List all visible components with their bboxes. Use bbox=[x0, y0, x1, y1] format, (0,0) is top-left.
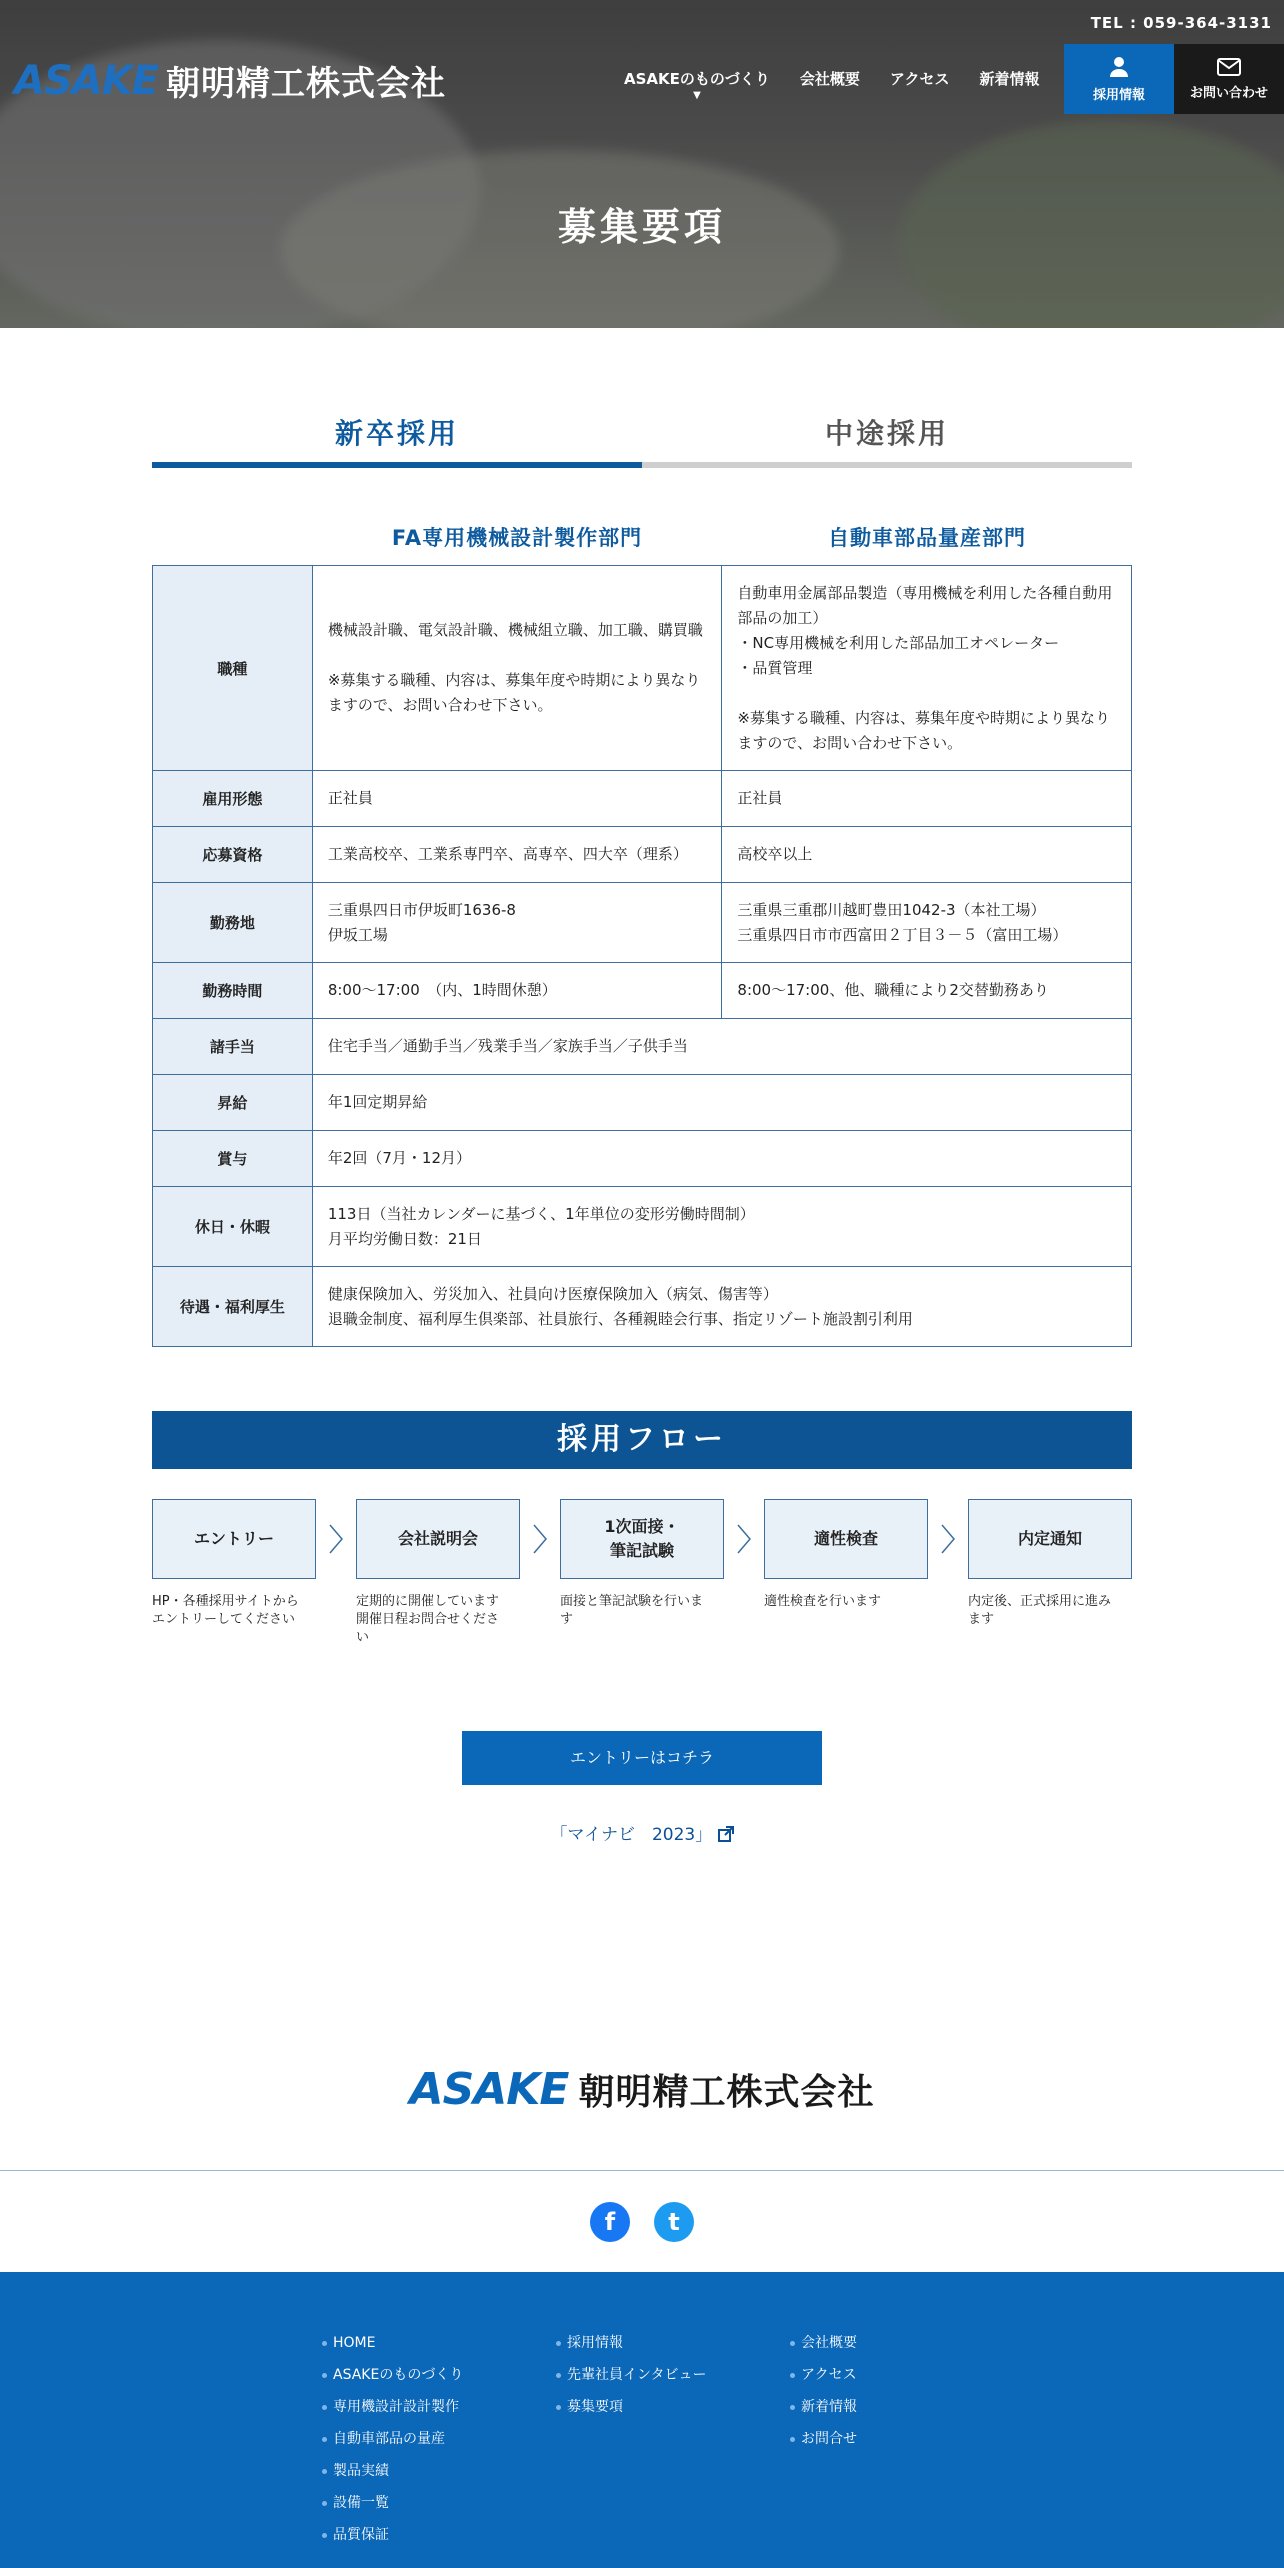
caret-down-icon: ▼ bbox=[693, 90, 701, 101]
bullet-icon bbox=[322, 2469, 327, 2474]
cell-line: 正社員 bbox=[327, 789, 373, 807]
footer-link-label: HOME bbox=[333, 2335, 376, 2351]
table-cell bbox=[312, 566, 722, 771]
table-cell bbox=[722, 883, 1132, 963]
nav-label: ASAKEのものづくり bbox=[624, 70, 770, 88]
row-label: 雇用形態 bbox=[153, 771, 313, 827]
header-tel[interactable]: TEL : 059-364-3131 bbox=[1090, 14, 1272, 32]
cell-line: 三重県四日市伊坂町1636-8 bbox=[327, 900, 516, 919]
mail-icon bbox=[1217, 58, 1241, 76]
bullet-icon bbox=[322, 2437, 327, 2442]
table-row bbox=[153, 883, 1132, 963]
main-nav bbox=[624, 68, 1040, 101]
row-label: 応募資格 bbox=[153, 827, 313, 883]
cell-line: 伊坂工場 bbox=[327, 925, 388, 944]
bullet-icon bbox=[556, 2373, 561, 2378]
bullet-icon bbox=[556, 2405, 561, 2410]
hero-banner bbox=[0, 0, 1284, 328]
facebook-icon[interactable]: f bbox=[590, 2202, 630, 2242]
cell-line: ・NC専用機械を利用した部品加工オペレーター bbox=[737, 633, 1060, 652]
social-links bbox=[590, 2202, 694, 2242]
table-row bbox=[153, 771, 1132, 827]
footer-link-label: 募集要項 bbox=[567, 2399, 623, 2415]
flow-step bbox=[560, 1499, 724, 1629]
table-row bbox=[153, 566, 1132, 771]
page-title: 募集要項 bbox=[557, 205, 726, 249]
chevron-right-icon bbox=[532, 1521, 548, 1557]
footer-link[interactable] bbox=[322, 2366, 463, 2398]
mynavi-label: 「マイナビ 2023」 bbox=[550, 1825, 713, 1845]
footer-link-label: お問合せ bbox=[801, 2431, 857, 2447]
flow-title: 採用フロー bbox=[152, 1411, 1132, 1469]
flow-step-desc: 適性検査を行います bbox=[764, 1594, 882, 1609]
table-cell bbox=[312, 1267, 1131, 1347]
footer-link[interactable] bbox=[322, 2526, 463, 2558]
flow-step bbox=[152, 1499, 316, 1629]
chevron-right-icon bbox=[940, 1521, 956, 1557]
row-label: 諸手当 bbox=[153, 1019, 313, 1075]
flow-step-name: 1次面接・ 筆記試験 bbox=[560, 1499, 724, 1579]
footer-link-label: 専用機設計設計製作 bbox=[333, 2399, 459, 2415]
flow-step-desc: 面接と筆記試験を行いま す bbox=[560, 1594, 704, 1627]
table-cell bbox=[312, 963, 722, 1019]
table-row bbox=[153, 1075, 1132, 1131]
cell-line: 三重県四日市市西富田２丁目３－５（富田工場） bbox=[737, 925, 1068, 944]
cell-line: 工業高校卒、工業系専門卒、高専卒、四大卒（理系） bbox=[327, 845, 688, 863]
table-cell bbox=[312, 1187, 1131, 1267]
twitter-icon[interactable]: t bbox=[654, 2202, 694, 2242]
table-row bbox=[153, 1267, 1132, 1347]
table-cell bbox=[722, 771, 1132, 827]
cell-line: 住宅手当／通勤手当／残業手当／家族手当／子供手当 bbox=[327, 1037, 688, 1055]
cell-line: 自動車用金属部品製造（専用機械を利用した各種自動用部品の加工） bbox=[737, 583, 1113, 627]
footer-link[interactable] bbox=[556, 2366, 706, 2398]
nav-monozukuri[interactable] bbox=[624, 68, 770, 101]
table-cell bbox=[312, 883, 722, 963]
cell-line: 三重県三重郡川越町豊田1042-3（本社工場） bbox=[737, 900, 1046, 919]
cell-line: ※募集する職種、内容は、募集年度や時期により異なりますので、お問い合わせ下さい。 bbox=[327, 671, 701, 714]
logo-mark: ASAKE bbox=[14, 57, 159, 104]
cell-line bbox=[737, 681, 1116, 706]
table-row bbox=[153, 1131, 1132, 1187]
cell-line: 健康保険加入、労災加入、社員向け医療保険加入（病気、傷害等） bbox=[327, 1284, 778, 1303]
footer-col-3 bbox=[790, 2334, 857, 2462]
dept-heading-auto: 自動車部品量産部門 bbox=[828, 526, 1026, 550]
cell-line: 8:00〜17:00 （内、1時間休憩） bbox=[327, 981, 557, 999]
site-logo[interactable] bbox=[14, 56, 446, 105]
flow-step bbox=[356, 1499, 520, 1647]
cell-line: 高校卒以上 bbox=[737, 845, 813, 863]
tab-mid-career[interactable]: 中途採用 bbox=[642, 412, 1132, 468]
footer-link-label: 先輩社員インタビュー bbox=[567, 2367, 707, 2383]
cell-line: 月平均労働日数：21日 bbox=[327, 1229, 482, 1248]
row-label: 待遇・福利厚生 bbox=[153, 1267, 313, 1347]
cell-line: 退職金制度、福利厚生倶楽部、社員旅行、各種親睦会行事、指定リゾート施設割引利用 bbox=[327, 1309, 913, 1328]
table-row bbox=[153, 963, 1132, 1019]
table-cell bbox=[722, 566, 1132, 771]
footer-link-label: 採用情報 bbox=[567, 2335, 623, 2351]
row-label: 職種 bbox=[153, 566, 313, 771]
footer-link[interactable] bbox=[790, 2398, 857, 2430]
footer-link[interactable] bbox=[556, 2398, 706, 2430]
table-cell bbox=[312, 1131, 1131, 1187]
tab-new-grad[interactable]: 新卒採用 bbox=[152, 412, 642, 468]
cell-line: ※募集する職種、内容は、募集年度や時期により異なりますので、お問い合わせ下さい。 bbox=[737, 708, 1110, 752]
footer-link[interactable] bbox=[322, 2462, 463, 2494]
flow-step bbox=[764, 1499, 928, 1611]
footer-link[interactable] bbox=[322, 2430, 463, 2462]
footer-link[interactable] bbox=[790, 2334, 857, 2366]
row-label: 勤務地 bbox=[153, 883, 313, 963]
footer-col-1 bbox=[322, 2334, 463, 2558]
bullet-icon bbox=[322, 2341, 327, 2346]
table-cell bbox=[312, 827, 722, 883]
flow-step-name: 会社説明会 bbox=[356, 1499, 520, 1579]
footer-col-2 bbox=[556, 2334, 706, 2430]
table-cell bbox=[312, 1019, 1131, 1075]
table-cell bbox=[722, 963, 1132, 1019]
cell-line: 正社員 bbox=[737, 789, 783, 807]
table-cell bbox=[312, 1075, 1131, 1131]
contact-label: お問い合わせ bbox=[1189, 85, 1268, 101]
footer-link-label: 会社概要 bbox=[801, 2335, 857, 2351]
cell-line: 年1回定期昇給 bbox=[327, 1093, 428, 1111]
requirements-table bbox=[152, 565, 1132, 1347]
footer-logo-text: 朝明精工株式会社 bbox=[578, 2072, 875, 2113]
table-row bbox=[153, 1187, 1132, 1267]
cell-line: ・品質管理 bbox=[737, 658, 813, 677]
flow-step-desc: 内定後、正式採用に進み ます bbox=[968, 1594, 1112, 1627]
bullet-icon bbox=[790, 2341, 795, 2346]
footer-link[interactable] bbox=[556, 2334, 706, 2366]
recruit-label: 採用情報 bbox=[1092, 87, 1145, 103]
bullet-icon bbox=[790, 2405, 795, 2410]
bullet-icon bbox=[322, 2405, 327, 2410]
entry-button[interactable]: エントリーはコチラ bbox=[462, 1731, 822, 1785]
footer-link-label: ASAKEのものづくり bbox=[333, 2367, 464, 2383]
row-label: 休日・休暇 bbox=[153, 1187, 313, 1267]
footer-link[interactable] bbox=[322, 2398, 463, 2430]
footer-link-label: 自動車部品の量産 bbox=[333, 2431, 445, 2447]
table-row bbox=[153, 827, 1132, 883]
footer-link-label: 設備一覧 bbox=[333, 2495, 389, 2511]
cell-line bbox=[328, 643, 707, 668]
footer-link[interactable] bbox=[790, 2366, 857, 2398]
bullet-icon bbox=[556, 2341, 561, 2346]
row-label: 賞与 bbox=[153, 1131, 313, 1187]
person-icon bbox=[1108, 56, 1130, 78]
external-link-icon bbox=[718, 1826, 734, 1842]
footer-link-label: アクセス bbox=[801, 2367, 857, 2383]
chevron-right-icon bbox=[736, 1521, 752, 1557]
flow-step bbox=[968, 1499, 1132, 1629]
recruit-tabs bbox=[152, 412, 1132, 468]
cell-line: 8:00〜17:00、他、職種により2交替勤務あり bbox=[737, 981, 1049, 999]
chevron-right-icon bbox=[328, 1521, 344, 1557]
footer-link-label: 新着情報 bbox=[801, 2399, 857, 2415]
logo-text: 朝明精工株式会社 bbox=[166, 64, 447, 104]
flow-step-name: 内定通知 bbox=[968, 1499, 1132, 1579]
bullet-icon bbox=[790, 2437, 795, 2442]
nav-access[interactable]: アクセス bbox=[889, 70, 950, 88]
recruit-button[interactable] bbox=[1064, 44, 1174, 114]
cell-line: 機械設計職、電気設計職、機械組立職、加工職、購買職 bbox=[327, 621, 703, 639]
footer-logo[interactable] bbox=[0, 2064, 1284, 2115]
row-label: 勤務時間 bbox=[153, 963, 313, 1019]
footer-nav bbox=[0, 2272, 1284, 2568]
table-cell bbox=[722, 827, 1132, 883]
cell-line: 年2回（7月・12月） bbox=[327, 1149, 472, 1167]
table-cell bbox=[312, 771, 722, 827]
flow-step-name: 適性検査 bbox=[764, 1499, 928, 1579]
footer-link[interactable] bbox=[322, 2334, 463, 2366]
footer-link-label: 製品実績 bbox=[333, 2463, 389, 2479]
bullet-icon bbox=[790, 2373, 795, 2378]
bullet-icon bbox=[322, 2533, 327, 2538]
footer-link[interactable] bbox=[322, 2494, 463, 2526]
footer-link[interactable] bbox=[790, 2430, 857, 2462]
bullet-icon bbox=[322, 2373, 327, 2378]
bullet-icon bbox=[322, 2501, 327, 2506]
footer-logo-mark: ASAKE bbox=[409, 2064, 569, 2115]
contact-button[interactable] bbox=[1174, 44, 1284, 114]
flow-step-name: エントリー bbox=[152, 1499, 316, 1579]
footer-link-label: 品質保証 bbox=[333, 2527, 389, 2543]
nav-company[interactable]: 会社概要 bbox=[799, 70, 860, 88]
cell-line: 113日（当社カレンダーに基づく、1年単位の変形労働時間制） bbox=[327, 1204, 755, 1223]
mynavi-link[interactable] bbox=[0, 1820, 1284, 1845]
nav-news[interactable]: 新着情報 bbox=[979, 70, 1040, 88]
footer-divider bbox=[0, 2170, 1284, 2171]
dept-heading-fa: FA専用機械設計製作部門 bbox=[391, 526, 643, 550]
flow-step-desc: HP・各種採用サイトから エントリーしてください bbox=[152, 1594, 299, 1627]
flow-step-desc: 定期的に開催しています 開催日程お問合せくださ い bbox=[356, 1594, 500, 1645]
row-label: 昇給 bbox=[153, 1075, 313, 1131]
table-row bbox=[153, 1019, 1132, 1075]
